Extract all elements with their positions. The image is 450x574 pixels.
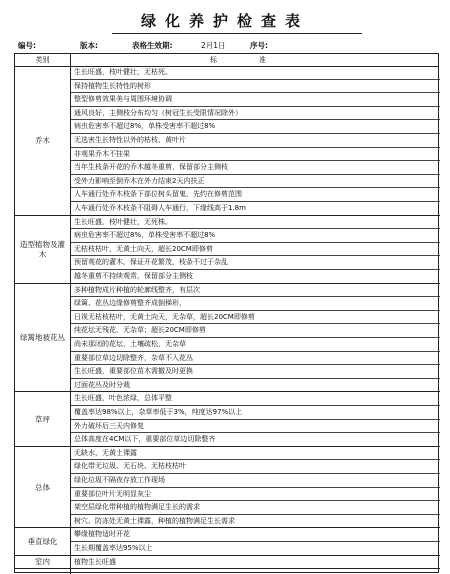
- standard-row: 纯花坛无残花，无杂草；超长20CM即修剪: [71, 324, 440, 338]
- category-label: 总体: [35, 482, 50, 492]
- standard-row: 日视无枯枝枯叶，无黄土向天，无杂草，超长20CM即修剪: [71, 311, 440, 325]
- standard-row: 多种植物成片种植的轮廓线整齐，有层次: [71, 284, 440, 298]
- standard-row: 受外力影响至倒乔木在外力结束2天内扶正: [71, 175, 440, 189]
- header-category: 类别: [15, 54, 71, 66]
- standard-row: 架空层绿化带种植的植物满足生长的需求: [71, 501, 440, 515]
- title-underline: [112, 33, 362, 34]
- standard-row: 无缺水，无黄土裸露: [71, 447, 440, 461]
- standard-row: 人车通行处乔木枝条不阻碍人车通行，下缘线高于1.8m: [71, 202, 440, 216]
- header-standard: 标 准: [210, 56, 266, 64]
- standard-row: 攀缘植物适时开花: [71, 528, 440, 542]
- standard-row: 通风良好，主侧枝分布均匀（树冠生长受限情况除外）: [71, 107, 440, 121]
- standard-row: 绿化带无垃圾、无石块、无枯枝枯叶: [71, 460, 440, 474]
- standard-row: 绿篱、花丛边缘修剪整齐成倒梯形，: [71, 297, 440, 311]
- number-label: 编号:: [18, 41, 36, 50]
- standard-row: 生长旺盛，枝叶健壮，无死株。: [71, 216, 440, 230]
- inspection-table: [14, 53, 439, 573]
- category-cell: [15, 528, 70, 555]
- effective-label: 表格生效期:: [132, 41, 173, 50]
- standard-row: 生长旺盛，叶色浓绿，总体平整: [71, 392, 440, 406]
- standard-row: 重要部位草边切除整齐，杂草不入花丛: [71, 352, 440, 366]
- category-cell: [15, 216, 70, 284]
- standard-row: 越冬重剪不持续观赏，保留部分主侧枝: [71, 270, 440, 284]
- standard-row: 生长期覆盖率达95%以上: [71, 542, 440, 556]
- standard-row: 无选害生长特性以外的枯枝、黄叶片: [71, 134, 440, 148]
- standard-row: 植物生长旺盛: [71, 556, 440, 570]
- category-label: 垂直绿化: [27, 536, 58, 546]
- standard-row: 树穴、防冻处无黄土裸露，种植的植物满足生长需求: [71, 515, 440, 529]
- group-divider: [15, 568, 440, 569]
- standard-row: 绿化垃圾不隔夜存放工作现场: [71, 474, 440, 488]
- category-label: 室内: [35, 557, 50, 567]
- category-label: 造型植物及灌木: [20, 239, 65, 259]
- standard-row: 整型修剪效果美与周围环境协调: [71, 93, 440, 107]
- category-cell: [15, 284, 70, 393]
- standard-row: 覆盖率达98%以上，杂草率低于3%，纯度达97%以上: [71, 406, 440, 420]
- standard-row: 生长旺盛，枝叶健壮，无枯死。: [71, 66, 440, 80]
- standard-row: 外力破坏后三天内修复: [71, 420, 440, 434]
- effective-value: 2月1日: [201, 41, 226, 50]
- page-title: 绿化养护检查表: [140, 12, 309, 30]
- category-label: 乔木: [35, 135, 50, 145]
- standard-row: 保持植物生长特性的树形: [71, 80, 440, 94]
- standard-row: 人车通行处乔木枝条下部位树头留鬼，先约在修剪范围: [71, 188, 440, 202]
- standard-row: 生长旺盛，重要部位苗木需撤及时更换: [71, 365, 440, 379]
- standard-row: 总体高度在4CM以下，重要部位草边切除整齐: [71, 433, 440, 447]
- form-meta: [18, 40, 438, 52]
- standard-row: 无枯枝枯叶，无黄土向天，超长20CM即修剪: [71, 243, 440, 257]
- category-cell: [15, 447, 70, 529]
- standard-row: 尚未那闭的花坛，土壤疏松，无杂草: [71, 338, 440, 352]
- standard-row: 病虫危害率不超过8%，单株受害率不超过8%: [71, 229, 440, 243]
- category-cell: [15, 66, 70, 216]
- standard-row: 重要部位叶片无明显灰尘: [71, 488, 440, 502]
- standard-row: 当年生枝条开花的乔木越冬重剪，保留部分主侧枝: [71, 161, 440, 175]
- category-label: 绿篱地被花丛: [20, 332, 65, 342]
- serial-label: 序号:: [250, 41, 268, 50]
- standard-row: 病虫危害率不超过8%，单株受害率不超过8%: [71, 120, 440, 134]
- version-label: 版本:: [80, 41, 98, 50]
- standard-row: 非观果乔木不挂果: [71, 148, 440, 162]
- standard-row: 预留观花的灌木，保证开花繁茂，枝条不过于杂乱: [71, 256, 440, 270]
- header-standard-cell: [70, 54, 440, 66]
- category-cell: [15, 392, 70, 446]
- category-label: 草坪: [35, 414, 50, 424]
- category-cell: [15, 556, 70, 570]
- standard-row: 过面花丛及时分栽: [71, 379, 440, 393]
